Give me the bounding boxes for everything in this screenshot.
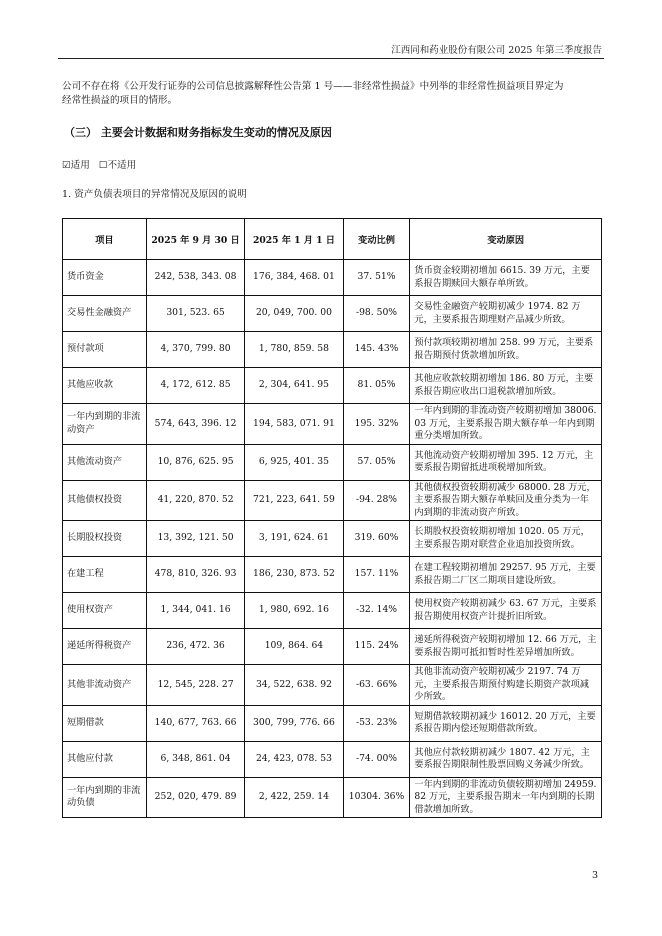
header-period-end: 2025 年 9 月 30 日: [146, 219, 244, 260]
not-applicable-checkbox: ☐不适用: [98, 160, 137, 171]
applicability-options: [62, 157, 142, 171]
table-row: [63, 629, 602, 665]
row-item-name: 一年内到期的非流动资产: [63, 404, 147, 445]
row-item-name: 使用权资产: [63, 593, 147, 629]
row-period-start-value: 2, 422, 259. 14: [245, 777, 343, 818]
row-change-reason: 一年内到期的非流动负债较期初增加 24959. 82 万元，主要系报告期末一年内到期的长期借款增加所致。: [410, 777, 602, 818]
row-item-name: 短期借款: [63, 705, 147, 741]
row-item-name: 预付款项: [63, 332, 147, 368]
row-change-reason: 其他应收款较期初增加 186. 80 万元，主要系报告期应收出口退税款增加所致。: [410, 368, 602, 404]
row-period-end-value: 13, 392, 121. 50: [146, 521, 244, 557]
row-period-start-value: 34, 522, 638. 92: [245, 665, 343, 706]
row-change-ratio: -94. 28%: [343, 480, 410, 521]
header-item: 项目: [63, 219, 147, 260]
row-period-start-value: 194, 583, 071. 91: [245, 404, 343, 445]
row-change-reason: 长期股权投资较期初增加 1020. 05 万元，主要系报告期对联营企业追加投资所致。: [410, 521, 602, 557]
header-divider: [58, 58, 604, 59]
row-item-name: 其他债权投资: [63, 480, 147, 521]
row-period-end-value: 4, 172, 612. 85: [146, 368, 244, 404]
row-period-end-value: 574, 643, 396. 12: [146, 404, 244, 445]
row-period-end-value: 301, 523. 65: [146, 296, 244, 332]
row-change-reason: 货币资金较期初增加 6615. 39 万元，主要系报告期赎回大额存单所致。: [410, 260, 602, 296]
row-item-name: 其他流动资产: [63, 444, 147, 480]
table-row: [63, 480, 602, 521]
table-row: [63, 404, 602, 445]
row-change-ratio: 57. 05%: [343, 444, 410, 480]
row-period-end-value: 1, 344, 041. 16: [146, 593, 244, 629]
row-period-start-value: 6, 925, 401. 35: [245, 444, 343, 480]
row-change-ratio: -53. 23%: [343, 705, 410, 741]
table-row: [63, 705, 602, 741]
table-row: [63, 777, 602, 818]
row-item-name: 其他应付款: [63, 741, 147, 777]
balance-sheet-changes-table: [62, 218, 602, 818]
intro-line-1: 公司不存在将《公开发行证券的公司信息披露解释性公告第 1 号——非经常性损益》中列举的非经常性损益项目界定为: [62, 81, 564, 92]
row-change-ratio: 81. 05%: [343, 368, 410, 404]
row-item-name: 货币资金: [63, 260, 147, 296]
row-change-ratio: 145. 43%: [343, 332, 410, 368]
row-period-start-value: 300, 799, 776. 66: [245, 705, 343, 741]
row-change-ratio: -63. 66%: [343, 665, 410, 706]
row-change-reason: 交易性金融资产较期初减少 1974. 82 万元，主要系报告期理财产品减少所致。: [410, 296, 602, 332]
table-row: [63, 260, 602, 296]
intro-paragraph: [62, 80, 602, 108]
row-change-ratio: 319. 60%: [343, 521, 410, 557]
table-body: [63, 260, 602, 818]
row-item-name: 一年内到期的非流动负债: [63, 777, 147, 818]
row-period-end-value: 6, 348, 861. 04: [146, 741, 244, 777]
table-row: [63, 593, 602, 629]
row-period-start-value: 1, 980, 692. 16: [245, 593, 343, 629]
row-change-ratio: 195. 32%: [343, 404, 410, 445]
row-change-reason: 使用权资产较期初减少 63. 67 万元，主要系报告期使用权资产计提折旧所致。: [410, 593, 602, 629]
row-change-ratio: -32. 14%: [343, 593, 410, 629]
row-period-start-value: 20, 049, 700. 00: [245, 296, 343, 332]
table-row: [63, 444, 602, 480]
row-change-ratio: 115. 24%: [343, 629, 410, 665]
row-change-reason: 递延所得税资产较期初增加 12. 66 万元，主要系报告期可抵扣暂时性差异增加所致。: [410, 629, 602, 665]
header-change-reason: 变动原因: [410, 219, 602, 260]
row-period-end-value: 41, 220, 870. 52: [146, 480, 244, 521]
row-change-reason: 其他应付款较期初减少 1807. 42 万元，主要系报告期限制性股票回购义务减少所致。: [410, 741, 602, 777]
header-period-start: 2025 年 1 月 1 日: [245, 219, 343, 260]
row-change-reason: 预付款项较期初增加 258. 99 万元，主要系报告期预付货款增加所致。: [410, 332, 602, 368]
row-change-reason: 其他流动资产较期初增加 395. 12 万元，主要系报告期留抵进项税增加所致。: [410, 444, 602, 480]
row-period-end-value: 10, 876, 625. 95: [146, 444, 244, 480]
row-period-start-value: 721, 223, 641. 59: [245, 480, 343, 521]
row-change-ratio: 157. 11%: [343, 557, 410, 593]
row-change-ratio: -98. 50%: [343, 296, 410, 332]
row-item-name: 长期股权投资: [63, 521, 147, 557]
row-period-end-value: 252, 020, 479. 89: [146, 777, 244, 818]
row-change-reason: 短期借款较期初减少 16012. 20 万元，主要系报告期内偿还短期借款所致。: [410, 705, 602, 741]
row-item-name: 递延所得税资产: [63, 629, 147, 665]
row-item-name: 在建工程: [63, 557, 147, 593]
row-period-end-value: 478, 810, 326. 93: [146, 557, 244, 593]
report-header: 江西同和药业股份有限公司 2025 年第三季度报告: [391, 45, 602, 56]
row-period-start-value: 2, 304, 641. 95: [245, 368, 343, 404]
table-row: [63, 368, 602, 404]
row-period-start-value: 186, 230, 873. 52: [245, 557, 343, 593]
intro-line-2: 经常性损益的项目的情形。: [62, 95, 178, 106]
row-item-name: 其他非流动资产: [63, 665, 147, 706]
row-period-end-value: 236, 472. 36: [146, 629, 244, 665]
table-row: [63, 332, 602, 368]
table-row: [63, 521, 602, 557]
table-row: [63, 557, 602, 593]
row-change-ratio: -74. 00%: [343, 741, 410, 777]
page-number: 3: [591, 870, 598, 881]
row-period-end-value: 12, 545, 228. 27: [146, 665, 244, 706]
applicable-checkbox: ☑适用: [62, 160, 90, 171]
row-period-end-value: 4, 370, 799. 80: [146, 332, 244, 368]
item-1-heading: 1. 资产负债表项目的异常情况及原因的说明: [62, 189, 247, 200]
table-row: [63, 665, 602, 706]
row-period-end-value: 242, 538, 343. 08: [146, 260, 244, 296]
row-change-reason: 在建工程较期初增加 29257. 95 万元，主要系报告期二厂区二期项目建设所致。: [410, 557, 602, 593]
row-change-reason: 一年内到期的非流动资产较期初增加 38006. 03 万元，主要系报告期大额存单一年内到期重分类增加所致。: [410, 404, 602, 445]
row-period-end-value: 140, 677, 763. 66: [146, 705, 244, 741]
header-change-ratio: 变动比例: [343, 219, 410, 260]
table-row: [63, 741, 602, 777]
table-header-row: [63, 219, 602, 260]
row-change-reason: 其他债权投资较期初减少 68000. 28 万元，主要系报告期大额存单赎回及重分类为一年内到期的非流动资产所致。: [410, 480, 602, 521]
section-title: （三） 主要会计数据和财务指标发生变动的情况及原因: [64, 126, 332, 139]
row-change-ratio: 37. 51%: [343, 260, 410, 296]
row-period-start-value: 176, 384, 468. 01: [245, 260, 343, 296]
row-period-start-value: 3, 191, 624. 61: [245, 521, 343, 557]
row-period-start-value: 1, 780, 859. 58: [245, 332, 343, 368]
row-period-start-value: 24, 423, 078. 53: [245, 741, 343, 777]
row-period-start-value: 109, 864. 64: [245, 629, 343, 665]
row-change-reason: 其他非流动资产较期初减少 2197. 74 万元，主要系报告期预付购建长期资产款项减少所致。: [410, 665, 602, 706]
row-item-name: 交易性金融资产: [63, 296, 147, 332]
row-item-name: 其他应收款: [63, 368, 147, 404]
table-row: [63, 296, 602, 332]
row-change-ratio: 10304. 36%: [343, 777, 410, 818]
